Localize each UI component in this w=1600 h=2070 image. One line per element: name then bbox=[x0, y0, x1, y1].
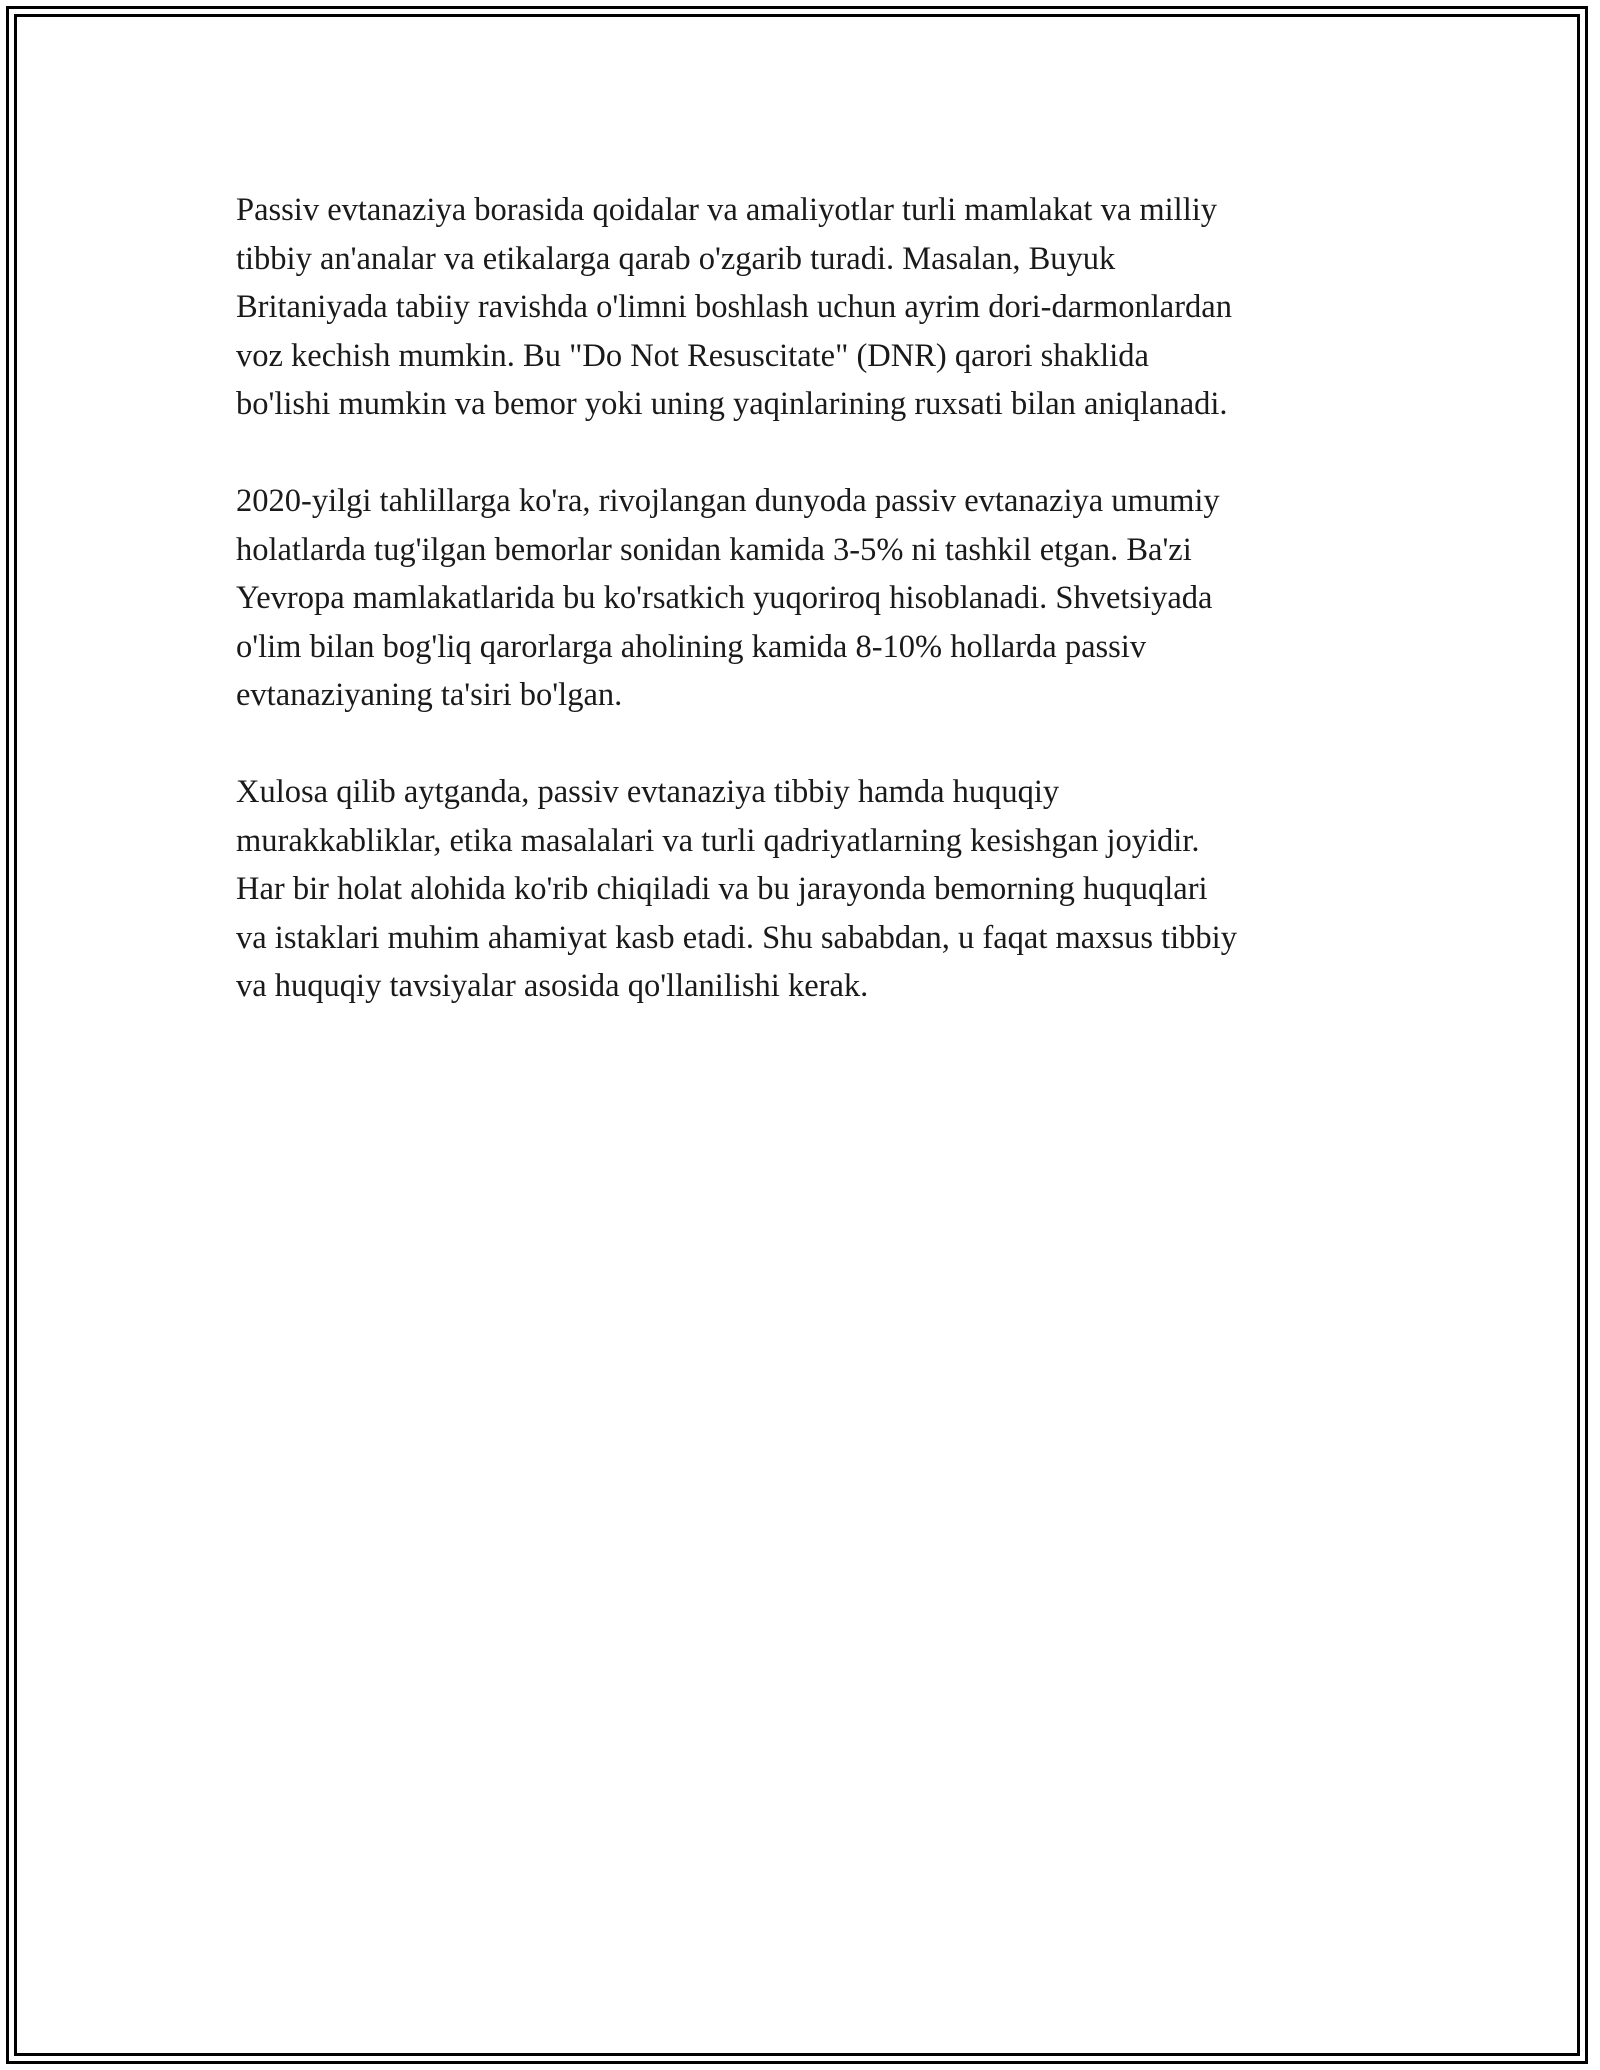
text-line: bo'lishi mumkin va bemor yoki uning yaqinlarining ruxsati bilan aniqlanadi. bbox=[236, 386, 1228, 422]
text-line: murakkabliklar, etika masalalari va turli qadriyatlarning kesishgan joyidir. bbox=[236, 822, 1200, 859]
text-line: o'lim bilan bog'liq qarorlarga aholining kamida 8-10% hollarda passiv bbox=[236, 628, 1147, 665]
document-body bbox=[236, 186, 1376, 1059]
text-line: va huquqiy tavsiyalar asosida qo'llanilishi kerak. bbox=[236, 968, 869, 1004]
paragraph-3 bbox=[236, 768, 1376, 1011]
text-line: Har bir holat alohida ko'rib chiqiladi va bu jarayonda bemorning huquqlari bbox=[236, 871, 1208, 907]
text-line: Passiv evtanaziya borasida qoidalar va amaliyotlar turli mamlakat va milliy bbox=[236, 192, 1218, 228]
text-line: evtanaziyaning ta'siri bo'lgan. bbox=[236, 677, 623, 713]
text-line: tibbiy an'analar va etikalarga qarab o'zgarib turadi. Masalan, Buyuk bbox=[236, 240, 1116, 277]
text-line: Yevropa mamlakatlarida bu ko'rsatkich yuqoriroq hisoblanadi. Shvetsiyada bbox=[236, 580, 1213, 616]
paragraph-1 bbox=[236, 186, 1376, 429]
text-line: Britaniyada tabiiy ravishda o'limni boshlash uchun ayrim dori-darmonlardan bbox=[236, 289, 1232, 325]
text-line: holatlarda tug'ilgan bemorlar sonidan kamida 3-5% ni tashkil etgan. Ba'zi bbox=[236, 531, 1192, 568]
paragraph-2 bbox=[236, 477, 1376, 720]
text-line: va istaklari muhim ahamiyat kasb etadi. Shu sababdan, u faqat maxsus tibbiy bbox=[236, 919, 1237, 956]
text-line: Xulosa qilib aytganda, passiv evtanaziya tibbiy hamda huquqiy bbox=[236, 774, 1060, 810]
text-line: 2020-yilgi tahlillarga ko'ra, rivojlangan dunyoda passiv evtanaziya umumiy bbox=[236, 483, 1220, 519]
text-line: voz kechish mumkin. Bu "Do Not Resuscitate" (DNR) qarori shaklida bbox=[236, 337, 1149, 374]
